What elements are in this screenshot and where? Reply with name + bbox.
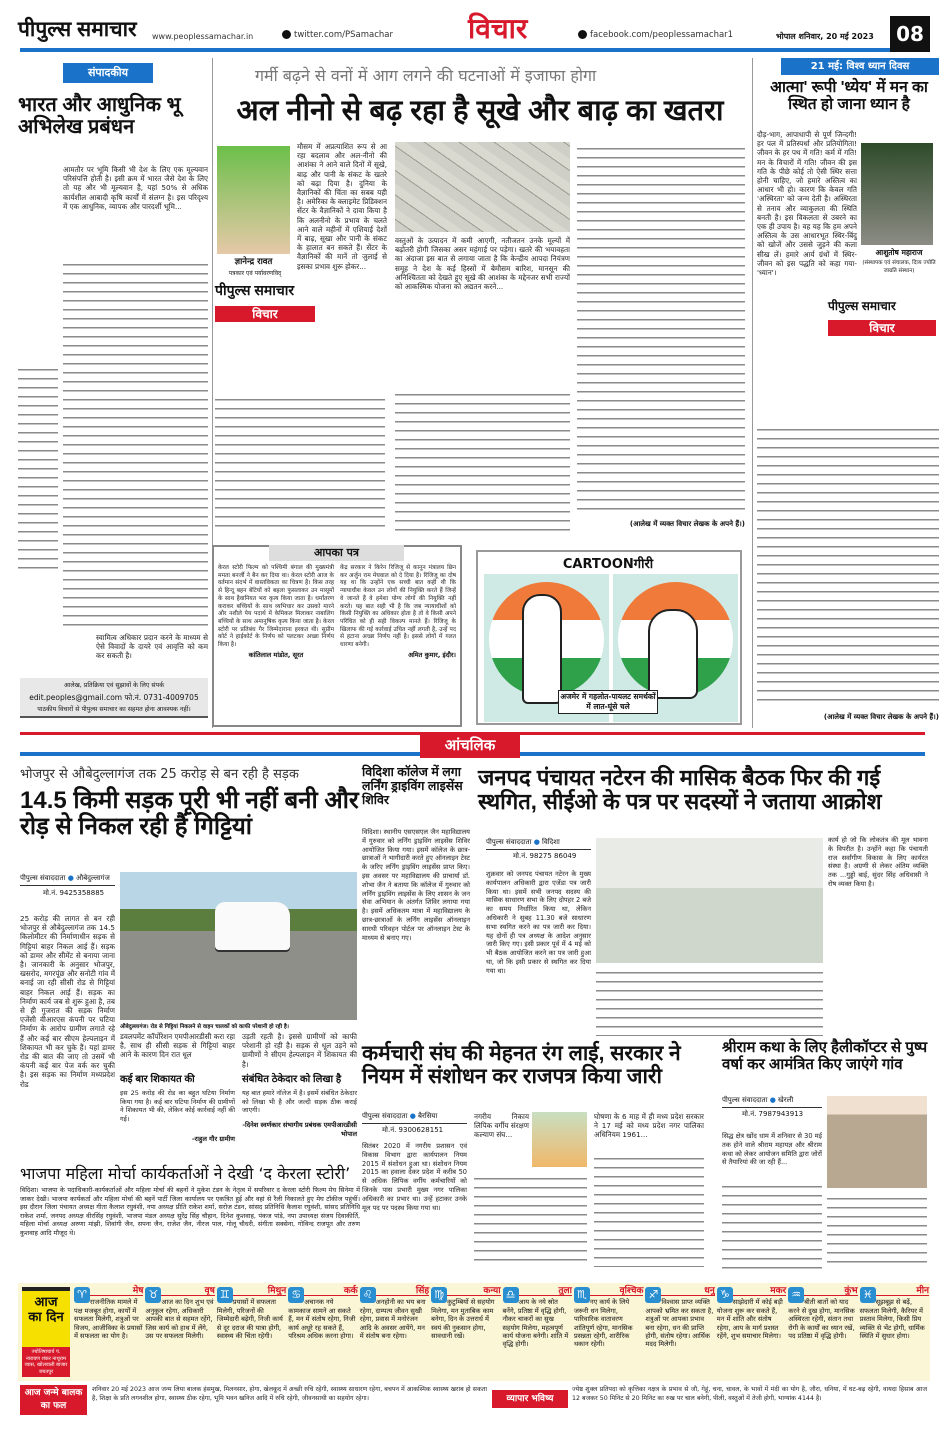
contact-email[interactable]: edit.peoples@gmail.com फो.नं. 0731-4009705: [29, 693, 199, 702]
zodiac-prediction: राजनीतिक मामले में पक्ष मजबूत होगा, कार्यों में सफलता मिलेगी, शत्रुओं पर विजय, आजीविका के प्रयासों में सफलता का योग है।: [74, 1298, 143, 1341]
cartoon-box: [476, 550, 742, 725]
zodiac-sign-7: [574, 1287, 643, 1349]
zodiac-prediction: विश्वास प्राप्त व्यक्ति आपको भ्रमित कर सकता है, शत्रुओं पर आपका प्रभाव बना रहेगा, धन की प्राप्ति होगी, संतोष रहेगा। आर्थिक मदद मिलेगी।: [645, 1298, 714, 1349]
janpad-story: [478, 766, 928, 1036]
employees-story: [362, 1042, 722, 1277]
brand-logo-right: पीपुल्स समाचार: [828, 299, 896, 313]
zodiac-name: वृष: [204, 1286, 215, 1296]
astrologer-name: ज्योतिषाचार्य पं. नारायण शंकर नाथूराम व्यास, खोलवाली बाजार जयतपुर: [22, 1347, 70, 1377]
road-col2: डवलपमेंट कॉर्पोरेशन एमपीआरडीसी करा रहा है, साथ ही सीसी सड़क से गिट्टियां बाहर आने के कारण दिन रात धूल: [120, 1032, 235, 1060]
author-photo: [217, 146, 290, 254]
employees-headline: कर्मचारी संघ की मेहनत रंग लाई, सरकार ने नियम में संशोधन कर राजपत्र किया जारी: [362, 1042, 681, 1089]
shriram-text-lines-2: [827, 1192, 927, 1270]
contact-label: आलेख, प्रतिक्रिया एवं सुझावों के लिए संपर्क: [63, 682, 165, 689]
employees-body: सितंबर 2020 में नगरीय प्रशासन एवं विकास विभाग द्वारा कार्यपालन नियम 2015 में संशोधन हुआ था। संशोधन नियम 2015 का हवाला देकर प्रदेश में करीब 50 से अधिक लिपिक वर्गीय कर्मचारियों को जिनके पास प्रभारी मुख्य नगर पालिका अधिकारी का प्रभार था। उन्हें हटाकर उनके मूल पद पर पदस्थ किया गया था।: [362, 1142, 467, 1212]
zodiac-symbol-icon: ♊: [217, 1287, 233, 1303]
road-headline: 14.5 किमी सड़क पूरी भी नहीं बनी और रोड़ से निकल रही हैं गिट्टियां: [20, 787, 359, 841]
business-label: व्यापार भविष्य: [492, 1390, 568, 1408]
zodiac-header: [74, 1286, 144, 1301]
meditation-footer: (आलेख में व्यक्त विचार लेखक के अपने हैं।): [823, 713, 939, 721]
zodiac-name: मकर: [770, 1286, 787, 1296]
zodiac-symbol-icon: ♎: [503, 1287, 519, 1303]
zodiac-symbol-icon: ♍: [431, 1287, 447, 1303]
road-col3: उड़ती रहती है। इससे ग्रामीणों को काफी परेशानी हो रही है। सड़क से धूल उड़ने को ग्रामीणों ने सीएम हेल्पलाइन में शिकायत की है।: [242, 1032, 357, 1069]
employees-byline: [362, 1112, 467, 1124]
letters-title: आपका पत्र: [269, 545, 404, 561]
employees-text-lines: [474, 1172, 587, 1267]
meditation-author-role: (संस्थापक एवं संचालक, दिव्य ज्योति जाग्रति संस्थान): [862, 260, 936, 274]
zodiac-header: [288, 1286, 358, 1301]
janpad-byline: [486, 838, 591, 850]
hand-symbol-icon: [522, 594, 562, 704]
road-sub1-heading: कई बार शिकायत की: [120, 1074, 195, 1085]
editorial-column: [18, 58, 213, 728]
author-name: ज्ञानेन्द्र रावत: [234, 257, 273, 267]
letter-sign: अमित कुमार, इंदौर।: [408, 650, 456, 659]
byline-name: पीपुल्स संवाददाता: [486, 838, 532, 846]
letter-body: केरल स्टोरी फिल्म को पश्चिमी बंगाल की मुख्यमंत्री ममता बनर्जी ने बैन कर दिया था। केरल स्टोरी आज के वर्तमान संदर्भ में वास्तविकता का चित्रण है। किस तरह से हिन्दू बहन बेटियों को बहला फुसलाकर उन मासूमों के साथ हैवानियत भरा कृत्य किया जाता है। धर्मांतरण कराकर बच्चियों के साथ व्यभिचार कर उसको मारने और नशीले पेय पदार्थ में केमिकल मिलाकर नाबालिग बच्चियों के साथ अमानुषिक कृत्य किया जाता है। केरल स्टोरी पर प्रतिबंध गैर जिम्मेदाराना हरकत थी। सुप्रीम कोर्ट ने हाईकोर्ट के निर्णय को पलटकर अच्छा निर्णय किया है।: [218, 565, 334, 649]
dot-icon: ●: [769, 1096, 776, 1104]
shriram-photo: [827, 1096, 927, 1188]
zodiac-symbol-icon: ♐: [645, 1287, 661, 1303]
lead-text-col2b: [395, 388, 570, 533]
zodiac-header: [503, 1286, 572, 1301]
editorial-body: आमतौर पर भूमि किसी भी देश के लिए एक मूल्यवान परिसंपत्ति होती है। इसी क्रम में भारत जैसे देश के लिए तो यह और भी मूल्यवान है, यहां 50% से अधिक कार्यशील आबादी कृषि कार्यों में संलग्न है। इस परिदृश्य में एक आधुनिक, व्यापक और पारदर्शी भूमि...: [63, 165, 208, 211]
zodiac-name: धनु: [704, 1286, 715, 1296]
lead-kicker: गर्मी बढ़ने से वनों में आग लगने की घटनाओं में इजाफा होगा: [255, 66, 597, 85]
brand-section: विचार: [215, 306, 315, 322]
meditation-author: आशुतोष महाराज: [875, 248, 923, 257]
byline-name: पीपुल्स संवाददाता: [362, 1112, 408, 1120]
byline-name: पीपुल्स संवाददाता: [722, 1096, 768, 1104]
cartoon-caption: अजमेर में गहलोत-पायलट समर्थकों में लात-घूंसे चले: [558, 690, 658, 714]
zodiac-prediction: आय के नये स्रोत बनेंगे, प्रतिष्ठा में वृद्धि होगी, नौकर चाकरों का सुख सहयोग मिलेगा, महत्वपूर्ण कार्य योजना बनेगी। शांति में वृद्धि होगी।: [502, 1298, 569, 1349]
page-number: 08: [890, 16, 930, 52]
shriram-byline: [722, 1096, 822, 1108]
lead-article: [215, 58, 745, 538]
lead-body-col1: मौसम में अप्रत्याशित रूप से आ रहा बदलाव और अल-नीनो की आशंका ने आने वाले दिनों में सूखे, बाढ़ और पानी के संकट के खतरे को बढ़ा दिया है। दुनिया के वैज्ञानिकों की चिंता का सबब यही है। अमेरिका के क्लाइमेट प्रिडिक्शन सेंटर के वैज्ञानिकों ने दावा किया है कि अलनीनो के प्रभाव के चलते आने वाले महीनों में एशियाई देशों में बाढ़, सूखा और पानी के संकट के हालात बन सकते हैं। सेंटर के वैज्ञानिकों की मानें तो जुलाई से इसका प्रभाव शुरू होकर...: [297, 142, 387, 271]
road-story: [18, 762, 358, 1157]
horoscope-panel: [18, 1283, 930, 1381]
road-body: 25 करोड़ की लागत से बन रही भोजपुर से औबेदुल्लागंज तक 14.5 किलोमीटर की निर्माणाधीन सड़क से गिट्टियां बाहर निकल आई हैं। सड़क को डामर और सीमेंट से बनाया जाना है। जानकारी के अनुसार भोजपुर, खसरोद, मगरपूंछ और सनोटी गांव में बनाई जा रही सीसी रोड से गिट्टियां बाहर निकल आई हैं। सड़क का निर्माण कार्य जब से शुरू हुआ है, तब से ही गुजरात की सड़क निर्माण एजेंसी वीआरएस कंपनी पर घटिया निर्माण के आरोप ग्रामीण लगाते रहे हैं और कई बार सीएम हेल्पलाइन में शिकायत भी कर चुके हैं। यहां डामर रोड की बात की जाए तो उसमें भी कंपनी कई बार पेज वर्क कर चुकी है। इस सड़क का निर्माण मध्यप्रदेश रोड: [20, 914, 115, 1089]
road-byline: [20, 874, 115, 886]
header-rule: [20, 48, 890, 52]
disclaimer: पाठकीय विचारों से पीपुल्स समाचार का सहमत होना आवश्यक नहीं।: [37, 706, 191, 713]
cartoon-title: CARTOONगीरी: [538, 554, 678, 572]
zodiac-prediction: अचानक नये कामकाज सामने आ सकते हैं, मन में संतोष रहेगा, निजी कार्य अधूरे रह सकते हैं, परिश्रम अधिक करना होगा।: [288, 1298, 356, 1341]
editorial-text-lines: [63, 258, 208, 628]
college-body: विदिशा। स्थानीय एसएसएल जैन महाविद्यालय में गुरुवार को लर्निंग ड्राइविंग लाइसेंस शिविर आयोजित किया गया। इसमें कॉलेज के छात्र-छात्राओं ने भागीदारी करते हुए ऑनलाइन टेस्ट के जरिए लर्निंग ड्राइविंग लाइसेंस प्राप्त किए। इस अवसर पर महाविद्यालय की प्राचार्या डॉ. शोभा जैन ने बताया कि कॉलेज में गुरुवार को लर्निंग ड्राइविंग लाइसेंस के लिए शासन के जन सेवा अभियान के अंतर्गत शिविर लगाया गया है। इसमें अधिकतम मात्रा में महाविद्यालय के छात्र-छात्राओं के लर्निंग लाइसेंस ऑनलाइन सारथी परिवहन पोर्टल पर ऑनलाइन टेस्ट के माध्यम से बनाए गए।: [362, 828, 470, 942]
meditation-text-lines: [757, 423, 939, 708]
regional-tab: आंचलिक: [420, 733, 520, 758]
zodiac-prediction: प्रयासों में सफलता मिलेगी, परिजनों की जिम्मेदारी बढ़ेगी, निजी कार्य से दूर दराज की यात्रा होगी, स्वास्थ्य की चिंता रहेगी।: [216, 1298, 283, 1341]
editorial-tab: संपादकीय: [63, 63, 153, 83]
college-headline: विदिशा कॉलेज में लगा लर्निंग ड्राइविंग लाइसेंस शिविर: [362, 765, 463, 807]
employees-col2: नगरीय निकाय लिपिक वर्गीय संरक्षण कल्याण संघ...: [474, 1112, 529, 1140]
zodiac-sign-1: [145, 1287, 214, 1349]
letter-1: [218, 565, 334, 659]
dot-icon: ●: [67, 874, 74, 882]
birth-label: आज जन्मे बालक का फल: [20, 1385, 87, 1415]
zodiac-name: मिथुन: [267, 1286, 287, 1296]
zodiac-header: [860, 1286, 930, 1301]
zodiac-name: कन्या: [483, 1286, 501, 1296]
zodiac-sign-2: [217, 1287, 286, 1349]
zodiac-name: वृश्चिक: [619, 1286, 644, 1296]
author-role: पत्रकार एवं पर्यावरणविद्: [228, 270, 282, 277]
brand-section-right: विचार: [828, 320, 936, 336]
byline-place: विदिशा: [542, 838, 560, 846]
masthead: [0, 0, 945, 50]
zodiac-sign-0: [74, 1287, 143, 1349]
zodiac-sign-10: [788, 1287, 857, 1349]
janpad-text-lines: [596, 966, 823, 1036]
logo: पीपुल्स समाचार: [18, 18, 137, 41]
shriram-story: [722, 1040, 932, 1275]
employees-col3: घोषणा के 6 माह में ही मध्य प्रदेश सरकार ने 17 मई को मध्य प्रदेश नगर पालिका अधिनियम 1961...: [594, 1112, 704, 1140]
byline-place: बैरसिया: [418, 1112, 438, 1120]
twitter-handle: twitter.com/PSamachar: [294, 30, 393, 40]
website-link[interactable]: www.peoplessamachar.in: [152, 32, 254, 41]
lead-text-col3: [577, 142, 745, 517]
facebook-icon: [578, 30, 587, 39]
letter-sign: कांतिलाल मांडोत, सूरत: [248, 650, 304, 659]
road-sub1-body: इस 25 करोड़ की रोड का बहुत घटिया निर्माण किया गया है। कई बार घटिया निर्माण की ग्रामीणों ने शिकायत भी की, लेकिन कोई कार्रवाई नहीं की गई।: [120, 1089, 235, 1123]
shriram-headline: श्रीराम कथा के लिए हैलीकॉप्टर से पुष्प वर्षा कर आमंत्रित किए जाएंगे गांव: [722, 1039, 928, 1073]
janpad-side: कार्य हो जो कि लोकतंत्र की मूल भावना के विपरीत है। उन्होंने कहा कि पंचायती राज सर्वांगीण विकास के लिए कार्यरत संस्था है। अग्रणी से लेकर अंतिम व्यक्ति तक ...गुड्डो बाई, सुंदर सिंह अधिवासी ने रोष व्यक्त किया है।: [828, 836, 928, 888]
shriram-phone: मो.नं. 7987943913: [742, 1110, 804, 1118]
zodiac-header: [360, 1286, 430, 1301]
horoscope-title-box: [22, 1287, 70, 1377]
shriram-text-lines: [722, 1180, 822, 1270]
facebook-handle: facebook.com/peoplessamachar1: [590, 30, 734, 40]
lead-text-col1b: [215, 393, 385, 533]
employees-text-lines-3: [594, 1152, 704, 1267]
janpad-headline: जनपद पंचायत नटेरन की मासिक बैठक फिर की गई स्थगित, सीईओ के पत्र पर सदस्यों ने जताया आक्रोश: [478, 765, 882, 815]
fist-icon: [648, 609, 698, 699]
zodiac-name: मेष: [132, 1286, 144, 1296]
zodiac-header: [645, 1286, 715, 1301]
zodiac-signs: [74, 1287, 929, 1349]
car-image: [215, 902, 290, 950]
zodiac-prediction: साझेदारी में कोई बड़ी योजना शुरू कर सकते हैं, मन में शांति और संतोष रहेगा, आय के मार्ग प्रशस्त रहेंगे, शुभ समाचार मिलेगा।: [716, 1298, 783, 1341]
zodiac-prediction: नए कार्य के लिये जरूरी धन मिलेगा, पारिवारिक वातावरण शांतिपूर्ण रहेगा, मानसिक प्रसन्नता रहेगी, शारीरिक थकान रहेगी।: [573, 1298, 633, 1349]
zodiac-symbol-icon: ♉: [145, 1287, 161, 1303]
zodiac-name: तुला: [558, 1286, 572, 1296]
dot-icon: ●: [409, 1112, 416, 1120]
zodiac-symbol-icon: ♌: [360, 1287, 376, 1303]
zodiac-sign-8: [645, 1287, 714, 1349]
birth-text: शनिवार 20 मई 2023 आज जन्म लिया बालक हंसमुख, मिलनसार, होगा, खेलकूद में अच्छी रुचि रहेगी, स्वास्थ्य साधारण रहेगा, बचपन में आकस्मिक स्वास्थ्य खराब हो सकता है, शिक्षा के प्रति लगनशील होगा, स्वास्थ्य ठीक रहेगा, भूमि भवन खनिज आदि में रुचि रहेगी, जीवनसाथी का सहयोग रहेगा।: [92, 1386, 487, 1402]
zodiac-header: [217, 1286, 287, 1301]
author-photo-ashutosh: [861, 143, 933, 245]
zodiac-header: [431, 1286, 501, 1301]
college-story: [362, 766, 470, 1066]
twitter-link[interactable]: [282, 30, 393, 40]
byline-place: औबेदुल्लागंज: [76, 874, 110, 882]
zodiac-name: मीन: [916, 1286, 930, 1296]
byline-name: पीपुल्स संवाददाता: [20, 874, 66, 882]
zodiac-prediction: आज का दिन शुभ एवं अनुकूल रहेगा, अधिकारी आपकी बात से सहमत रहेंगे, जिस कार्य को हाथ में लेंगे, उस पर सफलता मिलेगी।: [145, 1298, 214, 1341]
janpad-photo: [596, 838, 823, 963]
road-sub2-heading: संबंधित ठेकेदार को लिखा है: [242, 1074, 342, 1085]
zodiac-symbol-icon: ♋: [288, 1287, 304, 1303]
zodiac-prediction: कुटुम्बियों से सहयोग मिलेगा, मन मुताबिक काम बनेगा, दिन के उत्तरार्ध में स्वयं की नुकसान होगा, सावधानी रखें।: [431, 1298, 495, 1341]
meditation-tab: 21 मई: विश्व ध्यान दिवस: [781, 58, 939, 75]
zodiac-header: [717, 1286, 787, 1301]
section-title: विचार: [468, 13, 528, 44]
zodiac-symbol-icon: ♑: [717, 1287, 733, 1303]
byline-place: खेरली: [778, 1096, 794, 1104]
road-sub1-sign: -राहुल गौर ग्रामीण: [191, 1135, 235, 1143]
meditation-article: [752, 58, 940, 728]
letters-box: [212, 545, 462, 727]
contact-box: [20, 678, 208, 718]
zodiac-name: कुंभ: [844, 1286, 858, 1296]
road-photo-caption: औबेदुल्लागंज। रोड से गिट्टियां निकलने से वाहन चालकों को काफी परेशानी हो रही है।: [120, 1024, 289, 1030]
zodiac-name: कर्क: [343, 1286, 358, 1296]
road-sub2-body: यह बात हमारे नॉलेज में है। इसमें संबंधित ठेकेदार को लिखा भी है और जल्दी सड़क ठीक कराई जाएगी।: [242, 1089, 357, 1115]
dateline: भोपाल शनिवार, 20 मई 2023: [776, 32, 874, 41]
road-sub2-sign: -दिनेश स्वर्णकार संभागीय प्रबंधक एमपीआरडीसी भोपाल: [242, 1121, 357, 1138]
janpad-body: शुक्रवार को जनपद पंचायत नटेरन के मुख्य कार्यपालन अधिकारी द्वारा एजेंडा पत्र जारी किया था। इसमें सभी जनपद सदस्य की मासिक साधारण सभा के लिए दोपहर 2 बजे का समय निर्धारित किया था, लेकिन अधिकारी ने सुबह 11.30 बजे साधारण सभा स्थगित करने का पत्र जारी कर दिया। यह दोनों ही पत्र अध्यक्ष के आदेश अनुसार जारी किए गए। इसी प्रकार पूर्व में 4 मई को भी बैठक आयोजित करने का पत्र जारी हुआ था, जो कि इसी प्रकार से स्थगित कर दिया गया था।: [486, 870, 591, 975]
zodiac-prediction: अनहोनी का भय बना रहेगा, दाम्पत्य जीवन सुखी रहेगा, प्रवास में मनोरंजन आदि के अवसर आयेंगे, मन में संतोष बना रहेगा।: [359, 1298, 426, 1341]
shriram-body: सिद्ध क्षेत्र खोंद धाम में शनिवार से 30 मई तक होने वाले श्रीराम महायज्ञ और श्रीराम कथा को लेकर आयोजन समिति द्वारा जोरों से तैयारियां की जा रही हैं...: [722, 1132, 822, 1167]
lead-headline: अल नीनो से बढ़ रहा है सूखे और बाढ़ का खतरा: [236, 95, 724, 127]
bjp-story: [18, 1162, 358, 1277]
business-text: ज्येष्ठ शुक्ल प्रतिपदा को कृत्तिका नक्षत्र के प्रभाव से जौ, गेहूं, चना, चावल, के भावों में मंदी का योग है, जौरा, धनिया, में घट-बढ़ रहेगी, वायदा हिसाब आज 12 बजकर 50 मिनिट से 20 मिनिट का रुख पर चाल बनेगी, पीली, वस्तुओं में तेजी होगी, भाग्यांक 4144 है।: [572, 1386, 927, 1402]
zodiac-symbol-icon: ♒: [788, 1287, 804, 1303]
zodiac-sign-4: [360, 1287, 429, 1349]
lead-body-col2: वस्तुओं के उत्पादन में कमी आएगी, नतीजतन उनके मूल्यों में बढ़ोतरी होगी जिसका असर महंगाई पर पड़ेगा। खतरे की भयावहता का अंदाजा इस बात से लगाया जाता है कि केन्द्रीय आपदा नियंत्रण समूह ने देश के कई हिस्सों में बेमौसम बारिश, मानसून की अनिश्चितता को देखते हुए सूखे की आशंका के मद्देनजर सभी राज्यों को आकस्मिक योजना को अद्यतन करने...: [395, 236, 570, 292]
janpad-phone: मो.नं. 98275 86049: [513, 852, 577, 860]
zodiac-symbol-icon: ♓: [860, 1287, 876, 1303]
brand-logo: पीपुल्स समाचार: [215, 282, 295, 298]
zodiac-prediction: बीती बातों को याद करने से दुख होगा, मानसिक अस्थिरता रहेगी, संतान तथा रोगी के कार्यों का ध्यान रखें, पद प्रतिष्ठा में वृद्धि होगी।: [788, 1298, 855, 1341]
zodiac-header: [788, 1286, 858, 1301]
editorial-ending: स्वामित्व अधिकार प्रदान करने के माध्यम से ऐसे विवादों के दायरे एवं आवृत्ति को कम कर सकती है।: [96, 633, 208, 661]
zodiac-header: [145, 1286, 215, 1301]
road-phone: मो.नं. 9425358885: [43, 889, 105, 897]
dot-icon: ●: [533, 838, 540, 846]
zodiac-sign-11: [860, 1287, 929, 1349]
editorial-headline: भारत और आधुनिक भू अभिलेख प्रबंधन: [18, 94, 181, 138]
horoscope-title: आज का दिन: [28, 1295, 64, 1325]
zodiac-sign-9: [717, 1287, 786, 1349]
lead-footer: (आलेख में व्यक्त विचार लेखक के अपने हैं।): [629, 520, 745, 528]
zodiac-sign-5: [431, 1287, 500, 1349]
zodiac-header: [574, 1286, 644, 1301]
twitter-icon: [282, 30, 291, 39]
zodiac-prediction: सूझबूझ से बढ़ें, सफलता मिलेगी, कैरियर में प्रस्ताव मिलेगा, किसी प्रिय व्यक्ति से भेंट होगी, धार्मिक स्थिति में सुधार होगा।: [859, 1298, 925, 1341]
drought-photo: [395, 142, 570, 232]
zodiac-sign-6: [503, 1287, 572, 1349]
zodiac-symbol-icon: ♈: [74, 1287, 90, 1303]
zodiac-symbol-icon: ♏: [574, 1287, 590, 1303]
bjp-headline: भाजपा महिला मोर्चा कार्यकर्ताओं ने देखी ‘द केरला स्टोरी’: [20, 1164, 351, 1183]
editorial-side-text: [18, 363, 58, 573]
facebook-link[interactable]: [578, 30, 733, 40]
meditation-headline: आत्मा' रूपी 'ध्येय' में मन का स्थित हो जाना ध्यान है: [770, 79, 928, 114]
bjp-body: विदिशा। भाजपा के पदाधिकारी-कार्यकर्ताओं और महिला मोर्चा की बहनों ने मुकेश टंडन के नेतृत्व में सपरिवार द केरला स्टोरी फिल्म मेघ सिनेमा में जाकर देखी। भाजपा कार्यकर्ता और महिला मोर्चा की बहनें पार्टी जिला कार्यालय पर एकत्रित हुई और वहां से रैली निकालते हुए मेघ टॉकीज पहुंचीं। इस दौरान जिला पंचायत अध्यक्ष गीता कैलाश रघुवंशी, नपा अध्यक्ष प्रीति राकेश शर्मा, सरोज टंडन, सांसद प्रतिनिधि कैलाश रघुवंशी, सांसद प्रतिनिधि राकेश शर्मा, जनपद अध्यक्ष वीरसिंह रघुवंशी, भाजपा मंडल अध्यक्ष सुरेंद्र सिंह चौहान, दिनेश कुशवाह, पंकज पांडे, नपा उपाध्यक्ष संजय दिवाकीर्ति, महिला मोर्चा अध्यक्ष अरुणा मांझी, शिवांगी जैन, सपना जैन, राजेश जैन, नीरज पाल, गोलू चौधरी, संगीता सक्सेना, गोविन्द राजपूत और तरुण कुशवाह आदि मौजूद थे।: [20, 1186, 360, 1237]
meditation-body: दौड़-भाग, आपाधापी से पूर्ण जिन्दगी! हर पल में प्रतिस्पर्धा और प्रतियोगिता! जीवन के हर पथ में गति! कर्म में गति! मन के विचारों में गति! जीवन की इस गति के पीछे कोई तो ऐसी स्थिर सत्ता होनी चाहिए, जो हमारे अस्तित्व का आधार भी हो। कारण कि केवल गति 'अस्थिरता' को जन्म देती है। अस्थिरता से तनाव और व्याकुलता की स्थिति बनती है। इस विकलता से उबरने का एक ही उपाय है। वह यह कि हम अपने अस्तित्व के उस आधारभूत स्थिर-बिंदु को खोजें और उससे जुड़ने की कला सीख लें। हमारे आर्य ग्रंथों में स्थिर-जीवन को इस पद्धति को कहा गया- 'ध्यान'।: [757, 130, 857, 278]
employees-photo: [532, 1112, 587, 1167]
zodiac-name: सिंह: [415, 1286, 430, 1296]
letter-2: [340, 565, 456, 659]
employees-phone: मो.नं. 9300628151: [382, 1126, 444, 1134]
road-kicker: भोजपुर से औबेदुल्लागंज तक 25 करोड़ से बन रही है सड़क: [20, 767, 299, 782]
letter-body: केंद्र सरकार ने किरेन रिजिजू से कानून मंत्रालय छिन कर अर्जुन राम मेघवाल को दे दिया है। रिजिजू का दोष यह था कि उन्होंने एक सच्ची बात कही थी कि न्यायाधीश केवल उन लोगों की नियुक्ति करते हैं जिन्हें वे जानते हैं वे हमेशा योग्य लोगों की नियुक्ति नहीं करते। यह बात सही भी है कि जब न्यायाधीशों को किसी नियुक्ति का अधिकार होता है तो वे किसी अपने परिचित को ही सही विकल्प मानते हैं। रिजिजू के खिलाफ की गई कार्रवाई उचित नहीं लगती है, उन्हें पद से हटाना अच्छा निर्णय नहीं है। इससे लोगों में गलत धारणा बनेगी।: [340, 565, 456, 649]
zodiac-sign-3: [288, 1287, 357, 1349]
road-photo: [120, 872, 357, 1020]
